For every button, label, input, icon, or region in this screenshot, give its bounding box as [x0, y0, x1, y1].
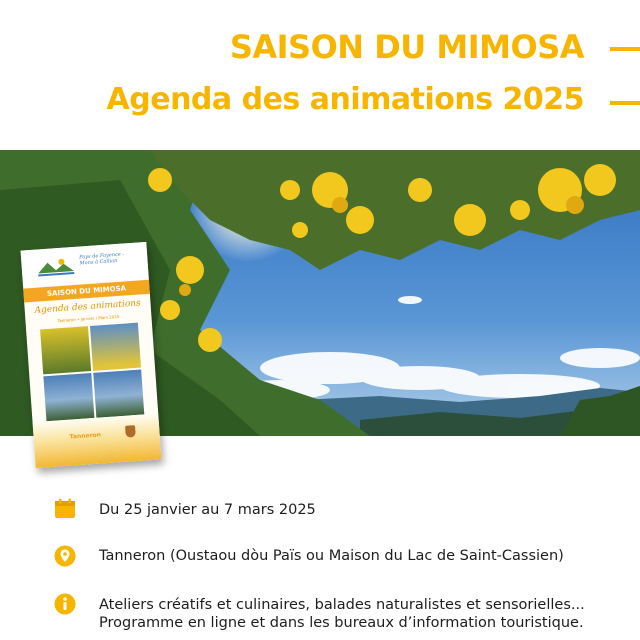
activities-text: [99, 596, 585, 632]
activities-line-1: Ateliers créatifs et culinaires, balades naturalistes et sensorielles...: [99, 597, 585, 613]
page-subtitle: Agenda des animations 2025: [106, 82, 584, 117]
brochure-agenda-title: Agenda des animations: [34, 298, 141, 316]
brochure-photo-grid: [40, 323, 144, 422]
calendar-icon: [54, 498, 76, 520]
title-decoration-line: [610, 47, 640, 51]
brochure-footer-logo: Tanneron: [69, 431, 102, 441]
page-title: SAISON DU MIMOSA: [229, 28, 584, 66]
subtitle-decoration-line: [610, 101, 640, 105]
location-text: Tanneron (Oustaou dòu Païs ou Maison du Lac de Saint-Cassien): [99, 548, 564, 564]
brochure-logo-area: [21, 242, 149, 287]
brochure-crest-icon: [125, 425, 136, 438]
activities-line-2: Programme en ligne et dans les bureaux d’information touristique.: [99, 615, 584, 631]
dates-text: Du 25 janvier au 7 mars 2025: [99, 502, 316, 518]
brochure-logo-text: Pays de Fayence - Mons à Callian: [78, 251, 125, 267]
map-pin-icon: [54, 545, 76, 567]
brochure-dates: Tanneron • Janvier / Mars 2025: [57, 313, 120, 324]
brochure-logo-icon: [35, 255, 76, 280]
info-icon: [54, 593, 76, 615]
brochure-saison-banner: SAISON DU MIMOSA: [23, 280, 150, 303]
brochure-cover-image: [21, 242, 162, 468]
brochure-bottom-band: [33, 413, 162, 468]
